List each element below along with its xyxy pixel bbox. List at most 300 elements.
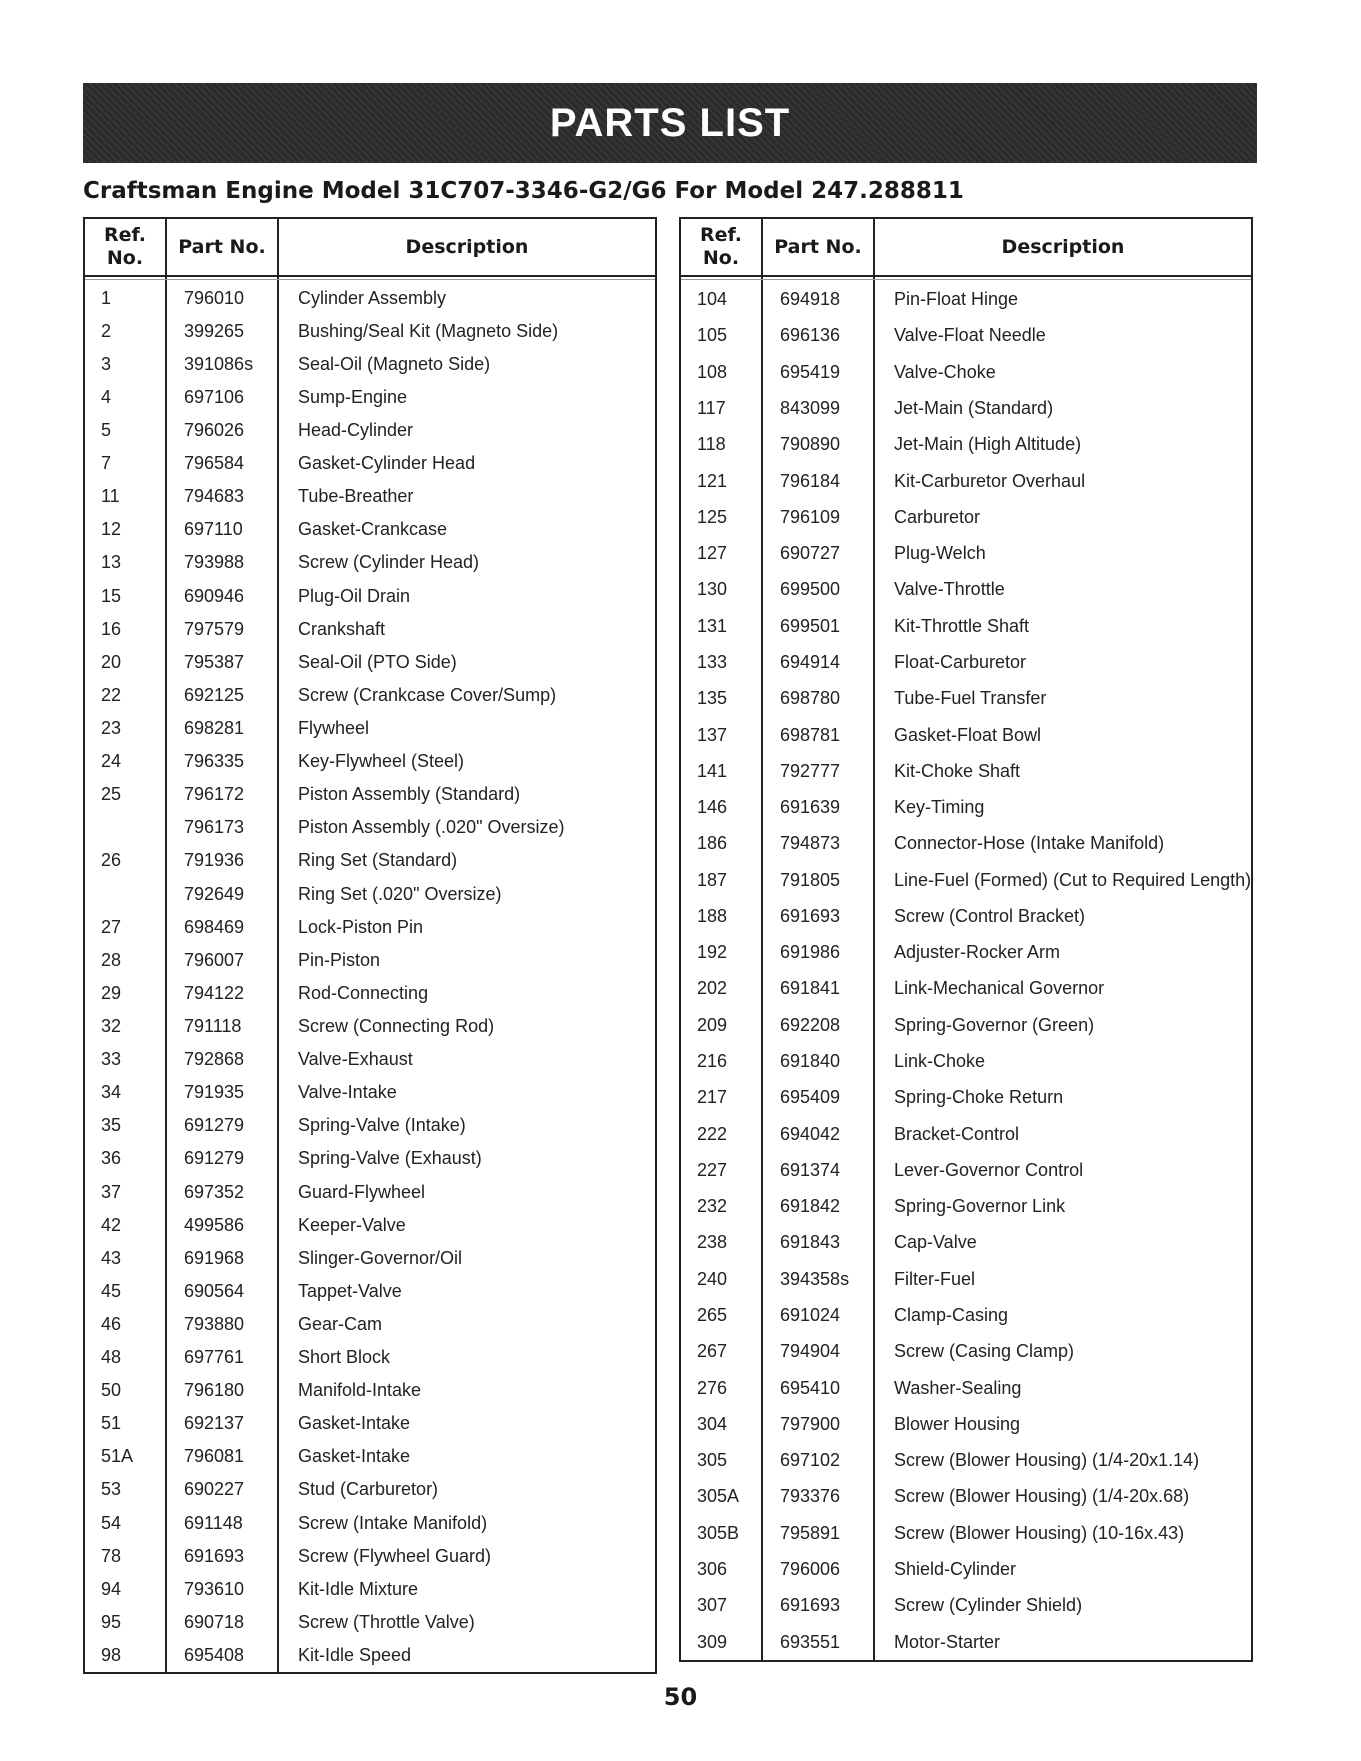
description-cell: Rod-Connecting [298, 982, 429, 1003]
table-row [85, 1607, 655, 1637]
description-cell: Keeper-Valve [298, 1214, 406, 1235]
ref-cell: 222 [697, 1123, 728, 1144]
description-cell: Valve-Intake [298, 1082, 397, 1103]
table-row [681, 1554, 1251, 1584]
description-cell: Plug-Welch [894, 543, 986, 564]
ref-cell: 95 [101, 1611, 122, 1632]
ref-header-line1: Ref. [700, 224, 742, 246]
ref-cell: 53 [101, 1479, 122, 1500]
table-row [681, 756, 1251, 786]
description-cell: Blower Housing [894, 1413, 1021, 1434]
table-row [85, 680, 655, 710]
ref-cell: 217 [697, 1087, 728, 1108]
parts-table-left [83, 217, 657, 1674]
part-no-cell: 791805 [780, 869, 841, 890]
part-no-cell: 499586 [184, 1214, 245, 1235]
description-cell: Valve-Exhaust [298, 1049, 413, 1070]
part-no-cell: 796007 [184, 949, 245, 970]
table-row [681, 1264, 1251, 1294]
part-no-cell: 691148 [184, 1512, 243, 1533]
ref-cell: 24 [101, 751, 122, 772]
page-number: 50 [663, 1683, 698, 1711]
description-cell: Spring-Choke Return [894, 1087, 1064, 1108]
table-row [85, 283, 655, 313]
description-header [875, 219, 1251, 275]
description-cell: Gear-Cam [298, 1313, 383, 1334]
table-row [85, 647, 655, 677]
table-row [681, 865, 1251, 895]
ref-cell: 51 [101, 1413, 122, 1434]
ref-cell: 13 [101, 552, 122, 573]
table-row [85, 1011, 655, 1041]
description-cell: Spring-Valve (Exhaust) [298, 1148, 482, 1169]
part-no-cell: 796184 [780, 470, 841, 491]
part-no-cell: 796173 [184, 817, 245, 838]
description-cell: Screw (Blower Housing) (1/4-20x1.14) [894, 1450, 1200, 1471]
ref-cell: 305 [697, 1450, 728, 1471]
parts-rows-right [681, 281, 1251, 1660]
table-row [85, 481, 655, 511]
description-cell: Spring-Valve (Intake) [298, 1115, 466, 1136]
table-row [681, 466, 1251, 496]
description-cell: Clamp-Casing [894, 1305, 1009, 1326]
description-cell: Screw (Crankcase Cover/Sump) [298, 684, 557, 705]
description-cell: Seal-Oil (PTO Side) [298, 651, 457, 672]
ref-cell: 125 [697, 506, 728, 527]
table-row [85, 1110, 655, 1140]
part-no-cell: 691024 [780, 1305, 841, 1326]
ref-cell: 121 [697, 470, 728, 491]
part-no-header-label: Part No. [774, 235, 862, 258]
table-row [85, 382, 655, 412]
part-no-cell: 796006 [780, 1558, 841, 1579]
part-no-cell: 694914 [780, 651, 841, 672]
ref-header-line2: No. [106, 247, 144, 269]
description-header-label: Description [405, 235, 529, 258]
table-row [681, 1119, 1251, 1149]
part-no-cell: 697110 [184, 519, 243, 540]
description-cell: Valve-Throttle [894, 579, 1005, 600]
banner-title: PARTS LIST [549, 100, 791, 145]
ref-cell: 5 [101, 419, 112, 440]
description-cell: Cap-Valve [894, 1232, 977, 1253]
table-row [85, 746, 655, 776]
ref-cell: 108 [697, 361, 728, 382]
table-row [681, 357, 1251, 387]
description-cell: Link-Mechanical Governor [894, 978, 1105, 999]
ref-cell: 216 [697, 1051, 728, 1072]
ref-cell: 117 [697, 397, 726, 418]
ref-header-line1: Ref. [104, 224, 146, 246]
part-no-cell: 691374 [780, 1159, 841, 1180]
part-no-header-label: Part No. [178, 235, 266, 258]
part-no-cell: 843099 [780, 397, 841, 418]
table-row [85, 1441, 655, 1471]
ref-header-line2: No. [702, 247, 740, 269]
ref-cell: 36 [101, 1148, 122, 1169]
part-no-cell: 691639 [780, 797, 841, 818]
part-no-cell: 796180 [184, 1380, 245, 1401]
part-no-cell: 796584 [184, 453, 245, 474]
table-row [85, 1177, 655, 1207]
table-row [85, 448, 655, 478]
part-no-cell: 792868 [184, 1049, 245, 1070]
part-no-cell: 691841 [780, 978, 841, 999]
ref-cell: 306 [697, 1558, 728, 1579]
ref-cell: 304 [697, 1413, 728, 1434]
description-cell: Gasket-Intake [298, 1413, 411, 1434]
table-row [681, 1227, 1251, 1257]
ref-cell: 305A [697, 1486, 740, 1507]
parts-table-right [679, 217, 1253, 1662]
table-row [85, 1342, 655, 1372]
description-cell: Kit-Carburetor Overhaul [894, 470, 1086, 491]
table-row [681, 973, 1251, 1003]
part-no-cell: 796026 [184, 419, 245, 440]
part-no-cell: 690564 [184, 1280, 245, 1301]
ref-cell: 37 [101, 1181, 122, 1202]
part-no-cell: 791118 [184, 1015, 242, 1036]
part-no-cell: 794904 [780, 1341, 841, 1362]
part-no-cell: 695419 [780, 361, 841, 382]
part-no-cell: 394358s [780, 1268, 850, 1289]
part-no-cell: 691279 [184, 1115, 245, 1136]
part-no-cell: 699500 [780, 579, 841, 600]
ref-cell: 104 [697, 289, 728, 310]
part-no-cell: 697106 [184, 386, 245, 407]
description-cell: Screw (Flywheel Guard) [298, 1545, 492, 1566]
ref-cell: 33 [101, 1049, 122, 1070]
table-row [85, 1574, 655, 1604]
table-row [681, 320, 1251, 350]
description-cell: Screw (Blower Housing) (1/4-20x.68) [894, 1486, 1190, 1507]
part-no-cell: 691279 [184, 1148, 245, 1169]
description-cell: Slinger-Governor/Oil [298, 1247, 463, 1268]
part-no-cell: 698780 [780, 688, 841, 709]
description-cell: Pin-Piston [298, 949, 381, 970]
part-no-cell: 696136 [780, 325, 841, 346]
description-cell: Crankshaft [298, 618, 386, 639]
header-rule [681, 275, 1251, 277]
ref-cell: 26 [101, 850, 122, 871]
description-cell: Adjuster-Rocker Arm [894, 942, 1061, 963]
description-cell: Spring-Governor (Green) [894, 1014, 1095, 1035]
description-cell: Carburetor [894, 506, 981, 527]
description-cell: Screw (Control Bracket) [894, 905, 1086, 926]
part-no-cell: 691986 [780, 942, 841, 963]
part-no-cell: 691840 [780, 1051, 841, 1072]
table-row [681, 1518, 1251, 1548]
part-no-cell: 796335 [184, 751, 245, 772]
ref-cell: 105 [697, 325, 728, 346]
ref-cell: 32 [101, 1015, 122, 1036]
part-no-header [167, 219, 277, 275]
ref-cell: 78 [101, 1545, 122, 1566]
ref-cell: 20 [101, 651, 122, 672]
table-row [85, 879, 655, 909]
part-no-cell: 691693 [780, 905, 841, 926]
description-cell: Kit-Throttle Shaft [894, 615, 1030, 636]
ref-no-header [85, 219, 165, 275]
ref-cell: 131 [697, 615, 728, 636]
description-cell: Motor-Starter [894, 1631, 1001, 1652]
ref-cell: 43 [101, 1247, 122, 1268]
ref-cell: 135 [697, 688, 728, 709]
table-row [681, 502, 1251, 532]
table-row [85, 1077, 655, 1107]
part-no-cell: 794873 [780, 833, 841, 854]
part-no-cell: 796109 [780, 506, 841, 527]
ref-cell: 118 [697, 434, 726, 455]
part-no-cell: 698281 [184, 717, 245, 738]
table-row [681, 720, 1251, 750]
description-cell: Washer-Sealing [894, 1377, 1022, 1398]
part-no-cell: 695409 [780, 1087, 841, 1108]
description-cell: Seal-Oil (Magneto Side) [298, 353, 491, 374]
table-row [85, 1474, 655, 1504]
description-cell: Short Block [298, 1347, 391, 1368]
description-cell: Gasket-Float Bowl [894, 724, 1042, 745]
table-row [85, 779, 655, 809]
ref-cell: 307 [697, 1595, 728, 1616]
part-no-cell: 796172 [184, 784, 245, 805]
ref-cell: 51A [101, 1446, 134, 1467]
description-cell: Spring-Governor Link [894, 1196, 1066, 1217]
ref-cell: 50 [101, 1380, 122, 1401]
ref-cell: 267 [697, 1341, 728, 1362]
part-no-cell: 698469 [184, 916, 245, 937]
part-no-cell: 690227 [184, 1479, 245, 1500]
ref-cell: 240 [697, 1268, 728, 1289]
part-no-cell: 796010 [184, 287, 245, 308]
part-no-cell: 691693 [184, 1545, 245, 1566]
part-no-cell: 695408 [184, 1645, 245, 1666]
part-no-cell: 698781 [780, 724, 841, 745]
description-header [279, 219, 655, 275]
header-rule [85, 275, 655, 277]
description-cell: Filter-Fuel [894, 1268, 976, 1289]
part-no-cell: 795387 [184, 651, 245, 672]
description-header-label: Description [1001, 235, 1125, 258]
table-row [681, 1082, 1251, 1112]
description-cell: Float-Carburetor [894, 651, 1027, 672]
description-cell: Link-Choke [894, 1051, 986, 1072]
table-row [681, 574, 1251, 604]
description-cell: Cylinder Assembly [298, 287, 447, 308]
part-no-cell: 695410 [780, 1377, 841, 1398]
ref-cell: 45 [101, 1280, 122, 1301]
part-no-cell: 797579 [184, 618, 245, 639]
ref-cell: 23 [101, 717, 122, 738]
table-row [85, 912, 655, 942]
ref-cell: 141 [697, 760, 728, 781]
description-cell: Guard-Flywheel [298, 1181, 426, 1202]
ref-cell: 1 [101, 287, 112, 308]
table-row [85, 547, 655, 577]
table-row [85, 1243, 655, 1273]
ref-cell: 188 [697, 905, 728, 926]
table-row [681, 1336, 1251, 1366]
ref-cell: 186 [697, 833, 728, 854]
ref-cell: 209 [697, 1014, 728, 1035]
ref-cell: 15 [101, 585, 122, 606]
description-cell: Screw (Blower Housing) (10-16x.43) [894, 1522, 1185, 1543]
header-rule-thin [681, 279, 1251, 280]
ref-cell: 54 [101, 1512, 122, 1533]
table-row [85, 713, 655, 743]
table-row [85, 1541, 655, 1571]
table-row [681, 1191, 1251, 1221]
ref-cell: 48 [101, 1347, 122, 1368]
ref-cell: 305B [697, 1522, 740, 1543]
part-no-cell: 692137 [184, 1413, 245, 1434]
table-row [85, 1044, 655, 1074]
part-no-cell: 694918 [780, 289, 841, 310]
part-no-cell: 791936 [184, 850, 245, 871]
table-row [681, 1627, 1251, 1657]
description-cell: Lever-Governor Control [894, 1159, 1084, 1180]
part-no-cell: 796081 [184, 1446, 245, 1467]
ref-no-header [681, 219, 761, 275]
table-row [681, 901, 1251, 931]
description-cell: Key-Flywheel (Steel) [298, 751, 465, 772]
table-row [681, 1481, 1251, 1511]
table-row [681, 1155, 1251, 1185]
part-no-cell: 794122 [184, 982, 245, 1003]
ref-cell: 309 [697, 1631, 728, 1652]
part-no-cell: 792777 [780, 760, 841, 781]
part-no-cell: 697761 [184, 1347, 245, 1368]
ref-cell: 98 [101, 1645, 122, 1666]
part-no-cell: 690727 [780, 543, 841, 564]
description-cell: Tube-Fuel Transfer [894, 688, 1047, 709]
table-row [681, 393, 1251, 423]
parts-rows-left [85, 281, 655, 1672]
table-row [681, 647, 1251, 677]
part-no-cell: 794683 [184, 486, 245, 507]
description-cell: Line-Fuel (Formed) (Cut to Required Length) [894, 869, 1252, 890]
ref-cell: 42 [101, 1214, 122, 1235]
ref-cell: 202 [697, 978, 728, 999]
part-no-cell: 399265 [184, 320, 245, 341]
description-cell: Kit-Idle Mixture [298, 1578, 419, 1599]
ref-cell: 94 [101, 1578, 122, 1599]
part-no-cell: 691968 [184, 1247, 245, 1268]
part-no-cell: 694042 [780, 1123, 841, 1144]
table-row [85, 1508, 655, 1538]
ref-cell: 146 [697, 797, 728, 818]
table-row [85, 1309, 655, 1339]
part-no-cell: 797900 [780, 1413, 841, 1434]
description-cell: Flywheel [298, 717, 370, 738]
part-no-cell: 693551 [780, 1631, 841, 1652]
description-cell: Kit-Choke Shaft [894, 760, 1021, 781]
description-cell: Jet-Main (Standard) [894, 397, 1054, 418]
part-no-cell: 391086s [184, 353, 254, 374]
description-cell: Kit-Idle Speed [298, 1645, 412, 1666]
header-rule-thin [85, 279, 655, 280]
table-row [681, 937, 1251, 967]
part-no-cell: 690718 [184, 1611, 245, 1632]
ref-cell: 27 [101, 916, 122, 937]
part-no-cell: 795891 [780, 1522, 841, 1543]
part-no-cell: 790890 [780, 434, 841, 455]
ref-cell: 25 [101, 784, 122, 805]
ref-cell: 4 [101, 386, 112, 407]
description-cell: Screw (Throttle Valve) [298, 1611, 475, 1632]
part-no-cell: 691693 [780, 1595, 841, 1616]
table-row [681, 1590, 1251, 1620]
table-row [85, 1210, 655, 1240]
description-cell: Piston Assembly (Standard) [298, 784, 521, 805]
ref-cell: 29 [101, 982, 122, 1003]
description-cell: Pin-Float Hinge [894, 289, 1019, 310]
ref-cell: 227 [697, 1159, 728, 1180]
description-cell: Bushing/Seal Kit (Magneto Side) [298, 320, 559, 341]
part-no-cell: 792649 [184, 883, 245, 904]
description-cell: Screw (Cylinder Head) [298, 552, 480, 573]
table-row [85, 1408, 655, 1438]
description-cell: Jet-Main (High Altitude) [894, 434, 1082, 455]
part-no-cell: 691843 [780, 1232, 841, 1253]
table-row [85, 1143, 655, 1173]
table-row [681, 792, 1251, 822]
table-row [681, 1445, 1251, 1475]
part-no-cell: 793880 [184, 1313, 245, 1334]
description-cell: Gasket-Intake [298, 1446, 411, 1467]
description-cell: Valve-Float Needle [894, 325, 1046, 346]
table-row [681, 429, 1251, 459]
ref-cell: 276 [697, 1377, 728, 1398]
ref-cell: 137 [697, 724, 728, 745]
ref-cell: 133 [697, 651, 728, 672]
engine-model-title: Craftsman Engine Model 31C707-3346-G2/G6 For Model 247.288811 [83, 178, 964, 204]
ref-cell: 2 [101, 320, 112, 341]
description-cell: Shield-Cylinder [894, 1558, 1017, 1579]
part-no-cell: 691842 [780, 1196, 841, 1217]
ref-cell: 28 [101, 949, 122, 970]
table-row [681, 1373, 1251, 1403]
ref-cell: 46 [101, 1313, 122, 1334]
ref-cell: 34 [101, 1082, 122, 1103]
ref-cell: 130 [697, 579, 728, 600]
description-cell: Gasket-Cylinder Head [298, 453, 476, 474]
table-row [85, 1375, 655, 1405]
table-row [85, 349, 655, 379]
description-cell: Screw (Intake Manifold) [298, 1512, 488, 1533]
part-no-cell: 690946 [184, 585, 245, 606]
part-no-cell: 793988 [184, 552, 245, 573]
table-row [681, 1010, 1251, 1040]
table-row [681, 538, 1251, 568]
table-row [85, 812, 655, 842]
ref-cell: 265 [697, 1305, 728, 1326]
description-cell: Ring Set (Standard) [298, 850, 458, 871]
ref-cell: 192 [697, 942, 728, 963]
ref-cell: 12 [101, 519, 122, 540]
table-row [85, 581, 655, 611]
part-no-cell: 699501 [780, 615, 841, 636]
part-no-cell: 793376 [780, 1486, 841, 1507]
table-row [681, 284, 1251, 314]
table-row [681, 683, 1251, 713]
description-cell: Ring Set (.020" Oversize) [298, 883, 502, 904]
description-cell: Screw (Cylinder Shield) [894, 1595, 1083, 1616]
part-no-cell: 697102 [780, 1450, 841, 1471]
part-no-cell: 793610 [184, 1578, 245, 1599]
table-row [681, 1046, 1251, 1076]
table-row [85, 316, 655, 346]
